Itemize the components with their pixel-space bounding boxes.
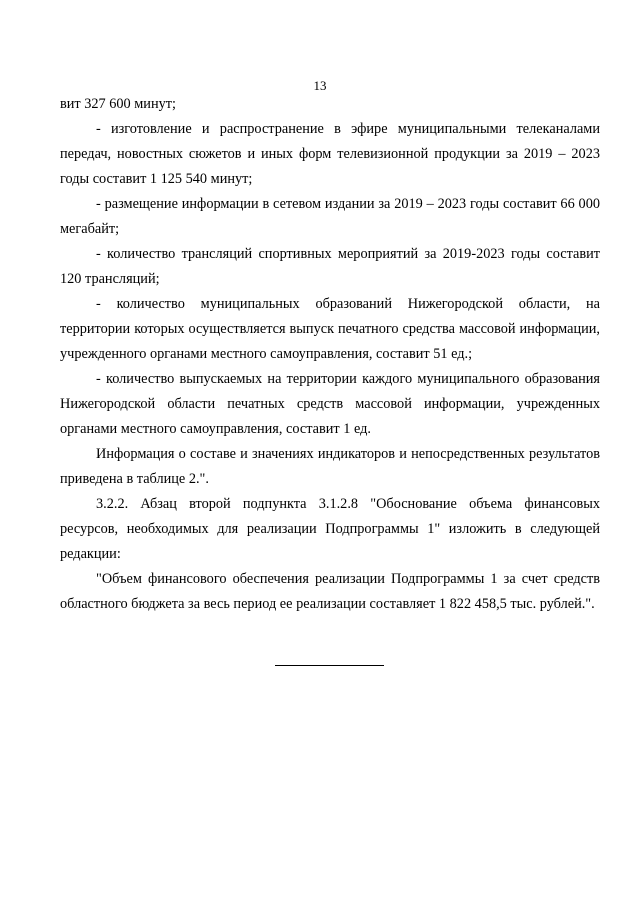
paragraph-amendment-3-2-2: 3.2.2. Абзац второй подпункта 3.1.2.8 "Обоснование объема финансовых ресурсов, необходимых для реализации Подпрограммы 1" изложить в следующей редакции:: [60, 496, 600, 562]
paragraph-print-media: - количество выпускаемых на территории каждого муниципального образования Нижегородской области печатных средств массовой информации, учрежденных органами местного самоуправления, составит 1 ед.: [60, 371, 600, 437]
paragraph-tv-production: - изготовление и распространение в эфире муниципальными телеканалами передач, новостных сюжетов и иных форм телевизионной продукции за 2019 – 2023 годы составит 1 125 540 минут;: [60, 121, 600, 187]
paragraph-municipal-formations: - количество муниципальных образований Нижегородской области, на территории которых осуществляется выпуск печатного средства массовой информации, учрежденного органами местного самоуправления, составит 51 ед.;: [60, 296, 600, 362]
paragraph-sports-broadcasts: - количество трансляций спортивных мероприятий за 2019-2023 годы составит 120 трансляций;: [60, 246, 600, 287]
paragraph-financing-volume: "Объем финансового обеспечения реализации Подпрограммы 1 за счет средств областного бюджета за весь период ее реализации составляет 1 822 458,5 тыс. рублей.".: [60, 571, 600, 612]
document-body: [60, 92, 600, 617]
paragraph-continuation: вит 327 600 минут;: [60, 96, 176, 112]
paragraph-indicators-info: Информация о составе и значениях индикаторов и непосредственных результатов приведена в таблице 2.".: [60, 446, 600, 487]
end-divider-line: [275, 665, 384, 666]
page-number: 13: [313, 78, 327, 93]
paragraph-network-publication: - размещение информации в сетевом издании за 2019 – 2023 годы составит 66 000 мегабайт;: [60, 196, 600, 237]
